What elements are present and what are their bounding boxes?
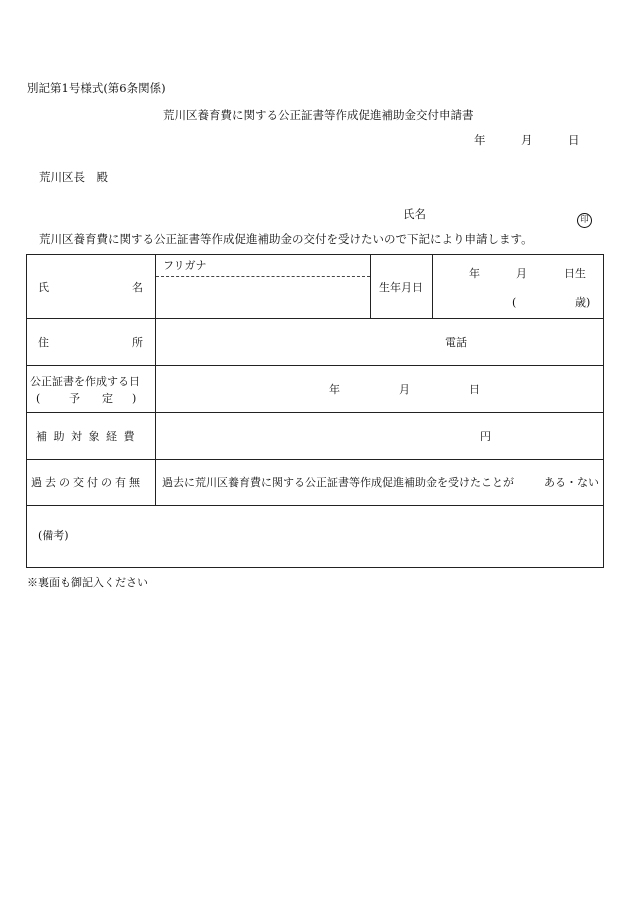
name-input[interactable] xyxy=(156,277,370,318)
date-day: 日 xyxy=(568,133,580,147)
birth-month: 月 xyxy=(516,267,527,280)
history-text: 過去に荒川区養育費に関する公正証書等作成促進補助金を受けたことが xyxy=(162,476,514,489)
addressee: 荒川区長 殿 xyxy=(39,170,108,184)
footnote: ※裏面も御記入ください xyxy=(27,576,148,589)
age-open: ( xyxy=(512,296,517,309)
yen-label: 円 xyxy=(480,430,491,443)
table-border-right xyxy=(603,254,604,568)
remarks-label: (備考) xyxy=(38,529,69,542)
remarks-input[interactable] xyxy=(27,506,603,567)
age-close: 歳) xyxy=(575,296,591,309)
birth-date-label: 生年月日 xyxy=(379,281,423,294)
notary-sub-close: ) xyxy=(132,392,137,405)
notary-year: 年 xyxy=(329,383,340,396)
birth-day: 日生 xyxy=(564,267,586,280)
birth-column-divider-left xyxy=(370,254,371,319)
notary-sub-2: 定 xyxy=(102,392,113,405)
name-label-1: 氏 xyxy=(38,281,49,294)
birth-year: 年 xyxy=(469,267,480,280)
seal-icon: 印 xyxy=(577,213,592,228)
birth-date-input[interactable] xyxy=(433,255,603,318)
notary-sub-open: ( xyxy=(36,392,41,405)
subsidy-amount-input[interactable] xyxy=(156,413,603,459)
history-choice[interactable]: ある・ない xyxy=(544,476,599,489)
furigana-input[interactable] xyxy=(156,255,370,276)
history-label: 過去の交付の有無 xyxy=(31,476,143,489)
table-border-bottom xyxy=(26,567,604,568)
name-label-2: 名 xyxy=(132,281,143,294)
notary-day: 日 xyxy=(469,383,480,396)
notary-sub-1: 予 xyxy=(69,392,80,405)
applicant-name-label: 氏名 xyxy=(403,207,426,221)
furigana-label: フリガナ xyxy=(163,259,207,272)
seal-mark xyxy=(577,207,592,228)
notary-date-label: 公正証書を作成する日 xyxy=(30,375,140,388)
notary-date-input[interactable] xyxy=(156,366,603,412)
phone-label: 電話 xyxy=(445,336,467,349)
subsidy-label: 補助対象経費 xyxy=(36,430,141,443)
address-label-2: 所 xyxy=(132,336,143,349)
address-input[interactable] xyxy=(156,319,603,365)
address-label-1: 住 xyxy=(38,336,49,349)
date-month: 月 xyxy=(521,133,533,147)
date-year: 年 xyxy=(474,133,486,147)
table-row-divider xyxy=(26,459,604,460)
statement: 荒川区養育費に関する公正証書等作成促進補助金の交付を受けたいので下記により申請します。 xyxy=(39,232,533,246)
notary-month: 月 xyxy=(399,383,410,396)
form-title: 荒川区養育費に関する公正証書等作成促進補助金交付申請書 xyxy=(163,108,474,122)
form-number: 別記第1号様式(第6条関係) xyxy=(27,81,166,95)
